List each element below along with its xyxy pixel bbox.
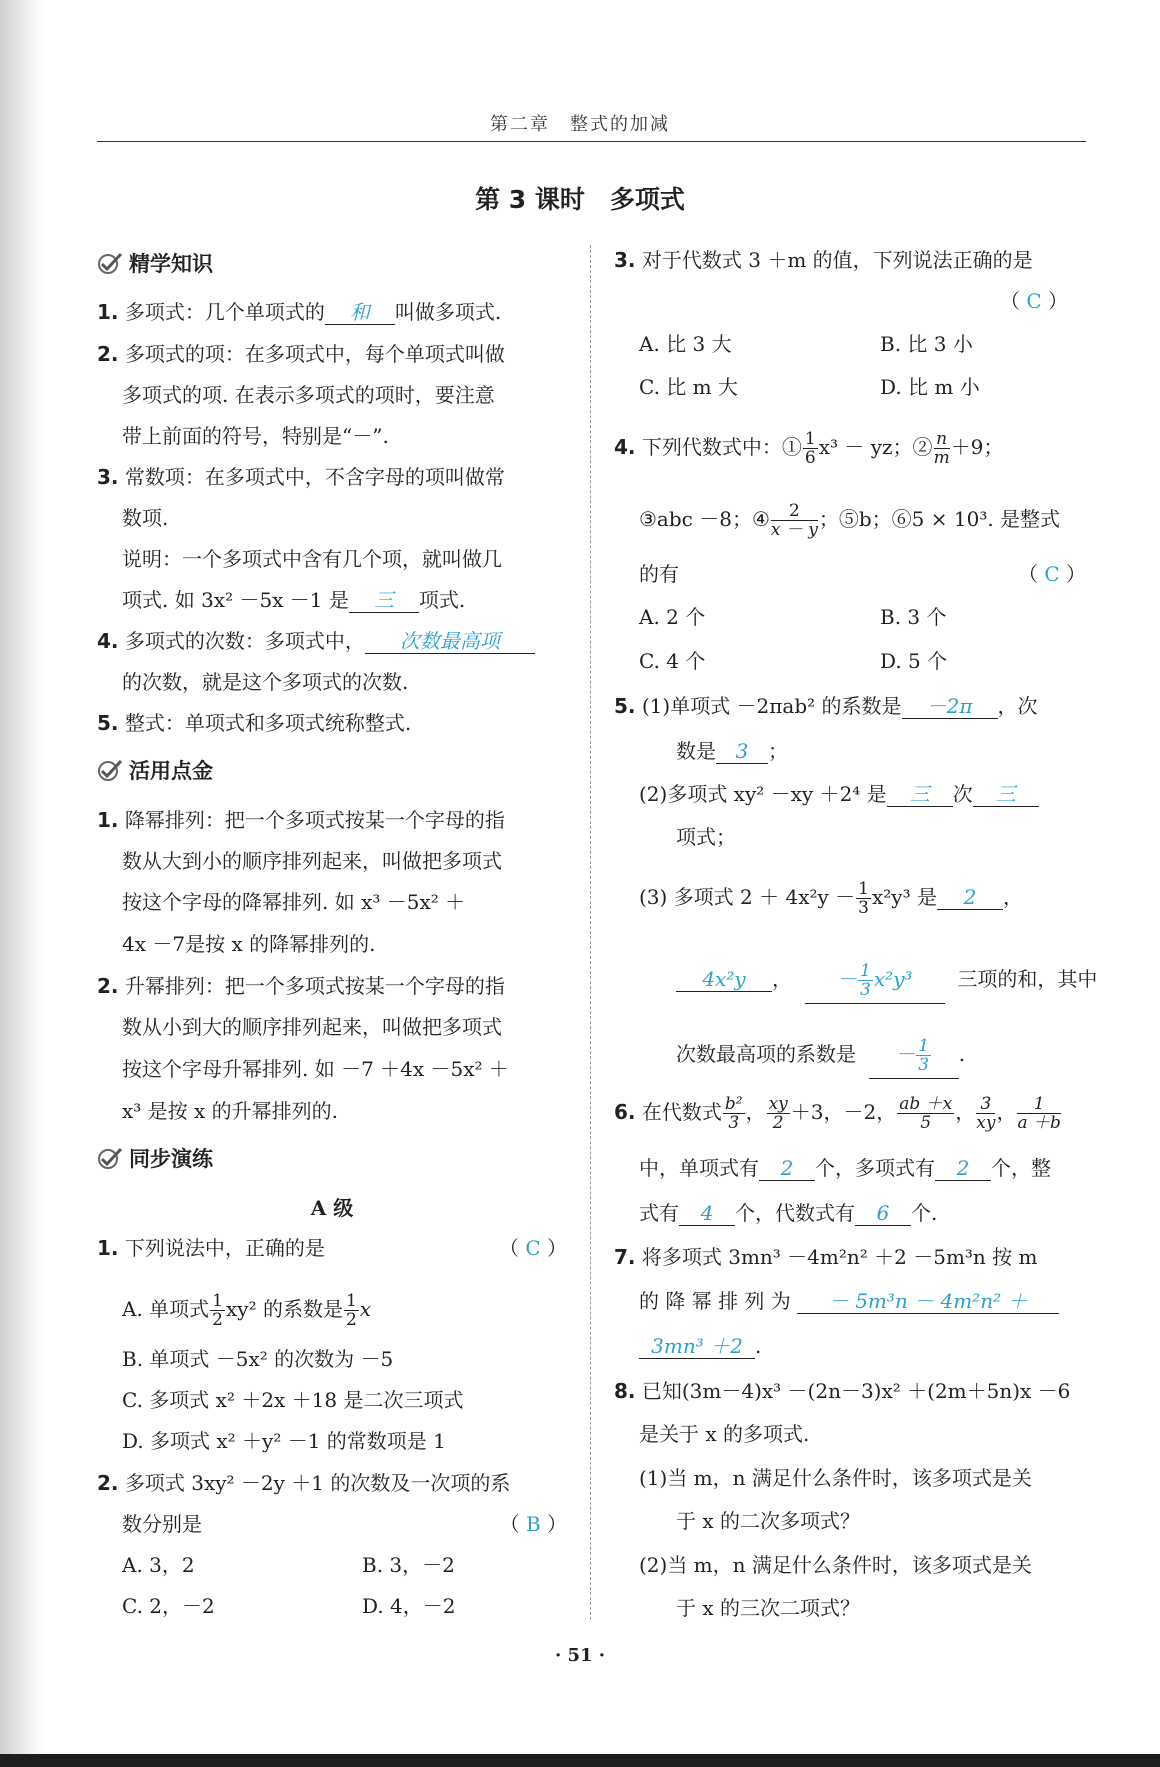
question-2: 2. 多项式 3xy² －2y ＋1 的次数及一次项的系: [97, 1471, 511, 1495]
text-line: 按这个字母升幂排列. 如 －7 ＋4x －5x² ＋: [122, 1057, 509, 1081]
q4-option-b: B. 3 个: [880, 605, 947, 629]
knowledge-3-example: 项式. 如 3x² －5x －1 是 三 项式.: [122, 588, 466, 612]
q1-option-a: A. 单项式 $\frac{1}{2}$ xy² 的系数是 $\frac{1}{2}$ x: [122, 1291, 372, 1330]
question-6-cont2: 式有 4 个，代数式有 6 个.: [639, 1201, 938, 1225]
q3-option-c: C. 比 m 大: [639, 375, 738, 399]
text-line: 带上前面的符号，特别是“－”.: [122, 424, 389, 448]
answer-blank: 和: [325, 300, 395, 325]
text-line: 的次数，就是这个多项式的次数.: [122, 670, 409, 694]
section-title: 精学知识: [129, 252, 213, 276]
answer-blank: 次数最高项: [365, 629, 535, 654]
answer-blank: － $\frac{1}{3}$: [869, 1030, 959, 1079]
question-3: 3. 对于代数式 3 ＋m 的值，下列说法正确的是: [614, 248, 1033, 272]
q4-option-c: C. 4 个: [639, 649, 706, 673]
answer-blank: 2: [937, 885, 1003, 910]
knowledge-3: 3. 常数项：在多项式中，不含字母的项叫做常: [97, 465, 505, 489]
question-4-cont2: 的有 （ C ）: [639, 562, 1086, 586]
tip-2: 2. 升幂排列：把一个多项式按某一个字母的指: [97, 974, 505, 998]
q2-option-d: D. 4，－2: [362, 1594, 456, 1618]
q4-option-a: A. 2 个: [639, 605, 706, 629]
question-5-3-cont2: 次数最高项的系数是 － $\frac{1}{3}$ .: [676, 1030, 965, 1079]
tip-1: 1. 降幂排列：把一个多项式按某一个字母的指: [97, 808, 505, 832]
answer-blank: 2: [759, 1156, 815, 1181]
knowledge-5: 5. 整式：单项式和多项式统称整式.: [97, 711, 412, 735]
text-line: 于 x 的三次二项式？: [676, 1596, 860, 1620]
answer-paren: （ B ）: [499, 1512, 567, 1536]
question-7-cont: 的 降 幂 排 列 为 － 5m³n － 4m²n² ＋: [639, 1287, 1059, 1315]
answer-blank: 三: [349, 588, 419, 613]
answer-blank: 3mn³ ＋2: [639, 1334, 755, 1359]
answer-blank: － 5m³n － 4m²n² ＋: [797, 1289, 1059, 1314]
column-divider: [590, 245, 591, 1620]
text-line: 于 x 的二次多项式？: [676, 1509, 860, 1533]
question-7-cont2: 3mn³ ＋2 .: [639, 1332, 761, 1360]
answer-blank: 三: [973, 782, 1039, 807]
q4-option-d: D. 5 个: [880, 649, 948, 673]
answer-blank: 4: [679, 1201, 735, 1226]
text-line: 按这个字母的降幂排列. 如 x³ －5x² ＋: [122, 890, 466, 914]
answer-blank: －2π: [902, 694, 998, 719]
q3-option-d: D. 比 m 小: [880, 375, 980, 399]
check-badge-icon: [97, 251, 123, 275]
question-8: 8. 已知(3m－4)x³ －(2n－3)x² ＋(2m＋5n)x －6: [614, 1379, 1071, 1403]
q2-option-b: B. 3，－2: [362, 1553, 455, 1577]
section-title: 同步演练: [129, 1147, 213, 1171]
page-number: · 51 ·: [554, 1645, 606, 1666]
text-line: 说明：一个多项式中含有几个项，就叫做几: [122, 547, 502, 571]
lesson-title: 第 3 课时 多项式: [475, 185, 685, 214]
text-line: 数从小到大的顺序排列起来，叫做把多项式: [122, 1015, 502, 1039]
question-5-3: (3) 多项式 2 ＋ 4x²y － $\frac{1}{3}$ x²y³ 是 2 ，: [639, 879, 1023, 918]
q1-option-d: D. 多项式 x² ＋y² －1 的常数项是 1: [122, 1429, 446, 1453]
knowledge-2: 2. 多项式的项：在多项式中，每个单项式叫做: [97, 342, 505, 366]
question-8-1: (1)当 m，n 满足什么条件时，该多项式是关: [639, 1466, 1032, 1490]
q2-option-c: C. 2，－2: [122, 1594, 215, 1618]
question-7: 7. 将多项式 3mn³ －4m²n² ＋2 －5m³n 按 m: [614, 1245, 1038, 1269]
knowledge-1: 1. 多项式：几个单项式的 和 叫做多项式.: [97, 300, 502, 324]
text-line: 多项式的项. 在表示多项式的项时，要注意: [122, 383, 495, 407]
text-line: 项式；: [676, 825, 736, 849]
chapter-header: 第二章 整式的加减: [490, 114, 670, 135]
q3-option-a: A. 比 3 大: [639, 332, 732, 356]
answer-blank: 3: [716, 739, 768, 764]
section-heading-jingxue: [97, 250, 213, 278]
answer-blank: 4x²y: [676, 967, 772, 992]
question-8-2: (2)当 m，n 满足什么条件时，该多项式是关: [639, 1553, 1032, 1577]
question-1: 1. 下列说法中，正确的是 （ C ）: [97, 1236, 567, 1260]
q1-option-c: C. 多项式 x² ＋2x ＋18 是二次三项式: [122, 1388, 464, 1412]
answer-blank: 2: [935, 1156, 991, 1181]
section-heading-tongbu: [97, 1145, 213, 1173]
text-line: 是关于 x 的多项式.: [639, 1422, 810, 1446]
section-title: 活用点金: [129, 759, 213, 783]
answer-blank: 三: [887, 782, 953, 807]
q1-option-b: B. 单项式 －5x² 的次数为 －5: [122, 1347, 394, 1371]
section-heading-huoyong: [97, 757, 213, 785]
q3-option-b: B. 比 3 小: [880, 332, 973, 356]
header-rule: [97, 141, 1086, 142]
page-edge-shadow: [0, 0, 44, 1767]
question-5-1-cont: 数是 3 ；: [676, 739, 788, 763]
check-badge-icon: [97, 758, 123, 782]
question-5-1: 5. (1)单项式 －2πab² 的系数是 －2π ，次: [614, 694, 1038, 718]
question-6: 6. 在代数式 $\frac{\text{b²}}{3}$ ， $\frac{xy}{2}$ ＋3，－2， $\frac{ab +x}{5}$ ， $\frac{3}{xy}$ ， $\frac{1}{a +b}$: [614, 1094, 1061, 1133]
question-4-cont: ③abc －8；④ $\frac{2}{x - y}$ ；⑤b；⑥5 × 10³. 是整式: [639, 501, 1061, 540]
q2-option-a: A. 3，2: [122, 1553, 195, 1577]
bottom-bar: [0, 1754, 1160, 1767]
level-heading: A 级: [310, 1196, 354, 1220]
check-badge-icon: [97, 1146, 123, 1170]
text-line: x³ 是按 x 的升幂排列的.: [122, 1099, 339, 1123]
text-line: 数项.: [122, 506, 169, 530]
question-5-3-cont: 4x²y ， － $\frac{1}{3}$ x²y³ 三项的和，其中: [676, 955, 1097, 1004]
answer-paren: （ C ）: [498, 1236, 567, 1260]
q3-answer-paren: （ C ）: [1000, 289, 1069, 313]
knowledge-4: 4. 多项式的次数：多项式中， 次数最高项: [97, 627, 535, 655]
question-2-cont: 数分别是 （ B ）: [122, 1512, 567, 1536]
question-6-cont: 中，单项式有 2 个，多项式有 2 个，整: [639, 1156, 1051, 1180]
question-4: 4. 下列代数式中：① $\frac{1}{6}$ x³ － yz；② $\frac{n}{m}$ ＋9；: [614, 429, 1004, 468]
answer-blank: 6: [855, 1201, 911, 1226]
answer-paren: （ C ）: [1017, 562, 1086, 586]
question-5-2: (2)多项式 xy² －xy ＋2⁴ 是 三 次 三: [639, 780, 1039, 808]
answer-blank: － $\frac{1}{3}$ x²y³: [805, 955, 945, 1004]
text-line: 数从大到小的顺序排列起来，叫做把多项式: [122, 849, 502, 873]
text-line: 4x －7是按 x 的降幂排列的.: [122, 932, 376, 956]
